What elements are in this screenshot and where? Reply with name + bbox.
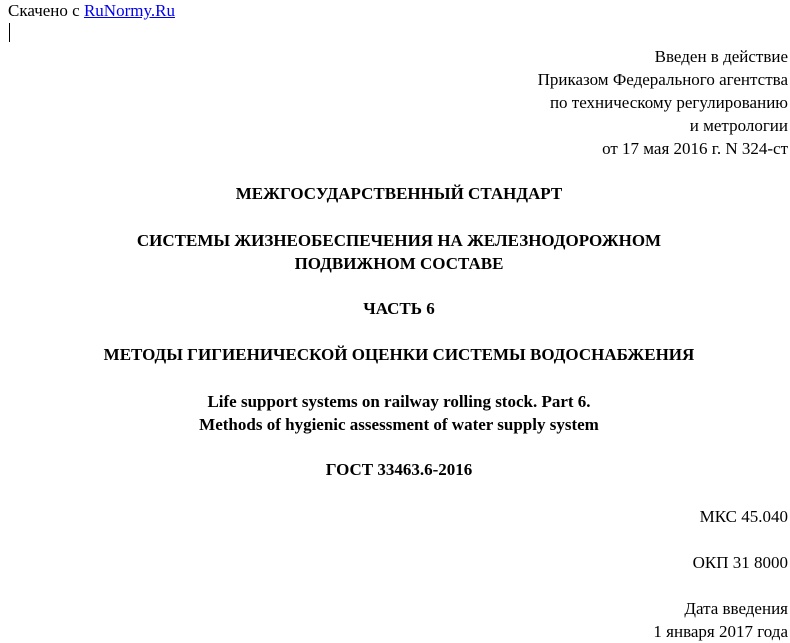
gost-number	[0, 458, 790, 481]
standard-type-text: МЕЖГОСУДАРСТВЕННЫЙ СТАНДАРТ	[235, 184, 563, 203]
effective-label: Дата введения	[684, 599, 788, 618]
source-line	[8, 1, 175, 21]
gost-number-text: ГОСТ 33463.6-2016	[325, 460, 473, 479]
subtitle	[0, 343, 790, 366]
document-title	[0, 229, 790, 275]
english-title-line: Methods of hygienic assessment of water supply system	[199, 415, 599, 434]
subtitle-text: МЕТОДЫ ГИГИЕНИЧЕСКОЙ ОЦЕНКИ СИСТЕМЫ ВОДОСНАБЖЕНИЯ	[103, 345, 695, 364]
part-text: ЧАСТЬ 6	[363, 299, 435, 318]
text-cursor	[9, 23, 10, 42]
intro-line: и метрологии	[689, 116, 788, 135]
effective-date: 1 января 2017 года	[653, 622, 788, 641]
intro-line: Приказом Федерального агентства	[537, 70, 788, 89]
title-line: СИСТЕМЫ ЖИЗНЕОБЕСПЕЧЕНИЯ НА ЖЕЛЕЗНОДОРОЖНОМ	[136, 231, 662, 250]
title-line: ПОДВИЖНОМ СОСТАВЕ	[294, 254, 504, 273]
part-heading	[0, 297, 790, 320]
mks-code: МКС 45.040	[699, 507, 788, 526]
intro-line: по техническому регулированию	[549, 93, 788, 112]
enactment-block	[538, 45, 788, 160]
effective-date-block	[653, 597, 788, 643]
okp-code: ОКП 31 8000	[692, 553, 788, 572]
intro-line: Введен в действие	[654, 47, 788, 66]
source-prefix: Скачено с	[8, 1, 80, 20]
standard-type	[0, 182, 790, 205]
english-title-line: Life support systems on railway rolling stock. Part 6.	[207, 392, 591, 411]
intro-line: от 17 мая 2016 г. N 324-ст	[602, 139, 788, 158]
source-link[interactable]: RuNormy.Ru	[83, 1, 175, 20]
english-title	[0, 390, 790, 436]
